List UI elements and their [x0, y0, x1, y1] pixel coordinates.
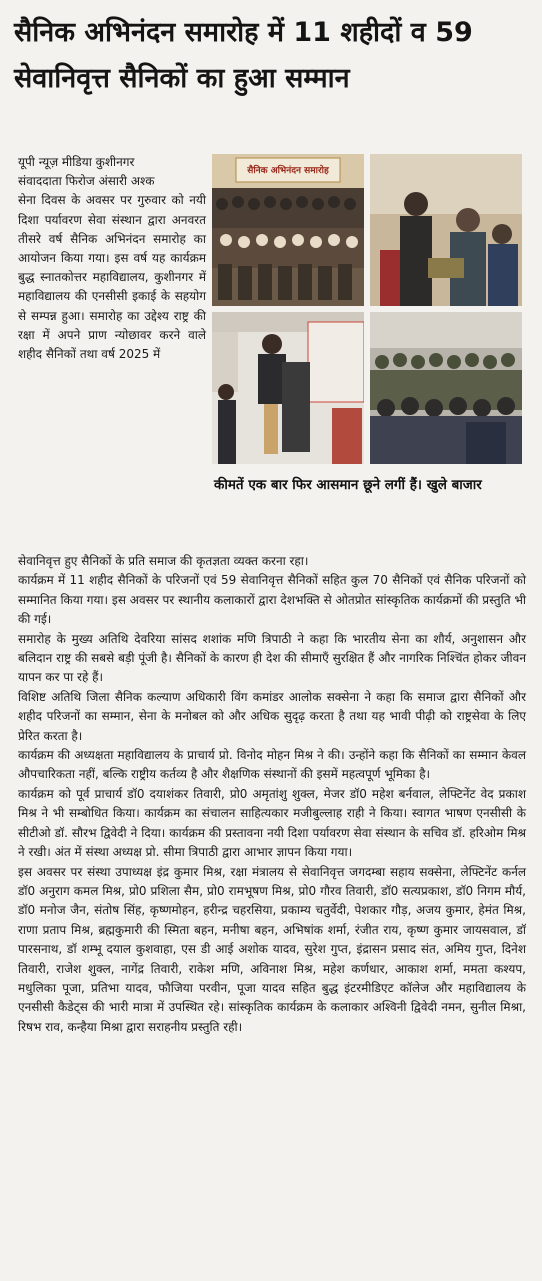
- speaker-photo-image: [212, 312, 364, 464]
- body-paragraph-2: कार्यक्रम में 11 शहीद सैनिकों के परिजनों एवं 59 सेवानिवृत्त सैनिकों सहित कुल 70 सैनिकों एवं सैनिक परिजनों को सम्मानित किया गया। इस अवसर पर स्थानीय कलाकारों द्वारा देशभक्ति से ओतप्रोत सांस्कृतिक कार्यक्रमों की प्रस्तुति भी की गई।: [18, 573, 526, 627]
- group-photo-image: [212, 154, 364, 306]
- intro-column: [18, 153, 206, 364]
- photo-caption: कीमतें एक बार फिर आसमान छूने लगीं हैं। खुले बाजार: [214, 477, 482, 493]
- group-photo: [212, 154, 364, 306]
- audience-photo: [370, 312, 522, 464]
- felicitation-photo-image: [370, 154, 522, 306]
- photo-collage: [212, 154, 522, 464]
- intro-paragraph: सेना दिवस के अवसर पर गुरुवार को नयी दिशा पर्यावरण सेवा संस्थान द्वारा अनवरत तीसरे वर्ष सैनिक अभिनंदन समारोह का आयोजन किया गया। इस वर्ष यह कार्यक्रम बुद्ध स्नातकोत्तर महाविद्यालय, कुशीनगर में महाविद्यालय की एनसीसी इकाई के सहयोग से सम्पन्न हुआ। समारोह का उद्देश्य राष्ट्र की रक्षा में अपने प्राण न्योछावर करने वाले शहीद सैनिकों तथा वर्ष 2025 में: [18, 193, 206, 362]
- byline-source: यूपी न्यूज़ मीडिया कुशीनगर: [18, 155, 135, 169]
- body-paragraph-5: कार्यक्रम की अध्यक्षता महाविद्यालय के प्राचार्य प्रो. विनोद मोहन मिश्र ने की। उन्होंने कहा कि सैनिकों का सम्मान केवल औपचारिकता नहीं, बल्कि राष्ट्रीय कर्तव्य है और शैक्षणिक संस्थानों की इसमें महत्वपूर्ण भूमिका है।: [18, 748, 526, 782]
- audience-photo-image: [370, 312, 522, 464]
- body-paragraph-7: इस अवसर पर संस्था उपाध्यक्ष इंद्र कुमार मिश्र, रक्षा मंत्रालय से सेवानिवृत्त जगदम्बा सहाय सक्सेना, लेफ्टिनेंट कर्नल डॉ0 अनुराग कमल मिश्र, प्रो0 प्रशिला सैम, प्रो0 रामभूषण मिश्र, प्रो0 गौरव तिवारी, डॉ0 सत्यप्रकाश, डॉ0 निगम मौर्य, डॉ0 मनोज जैन, संतोष सिंह, कृष्णमोहन, हरीन्द्र चहरसिया, प्रकाम्य चतुर्वेदी, पेशकार गौड़, अजय कुमार, हेमंत मिश्र, राणा प्रताप मिश्र, ब्रह्मकुमारी की स्मिता बहन, मनीषा बहन, अभिषांक शर्मा, रंजीत राय, कृष्ण कुमार जायसवाल, डॉ पारसनाथ, डॉ शम्भू दयाल कुशवाहा, एस डी आई अशोक यादव, सुरेश गुप्त, इंद्रासन प्रसाद संत, अमिय गुप्त, दिनेश तिवारी, राजेश शुक्ल, नागेंद्र तिवारी, राकेश मणि, अविनाश मिश्र, महेश कर्णधार, आकाश शर्मा, ममता कश्यप, मधुलिका पूजा, प्रतिभा यादव, फौजिया परवीन, पूजा यादव सहित बुद्ध इंटरमीडिएट कॉलेज और महाविद्यालय के एनसीसी कैडेट्स की भारी मात्रा में उपस्थित रहे। सांस्कृतिक कार्यक्रम के कलाकार अश्विनी द्विवेदी नमन, सुनील मिश्रा, रिषभ राव, कन्हैया मिश्रा द्वारा सराहनीय प्रस्तुति रही।: [18, 864, 526, 1034]
- speaker-photo: [212, 312, 364, 464]
- body-paragraph-4: विशिष्ट अतिथि जिला सैनिक कल्याण अधिकारी विंग कमांडर आलोक सक्सेना ने कहा कि समाज द्वारा सैनिकों और शहीद परिजनों का सम्मान, सेना के मनोबल को और अधिक सुदृढ़ करता है तथा यह भावी पीढ़ी को राष्ट्रसेवा के लिए प्रेरित करता है।: [18, 689, 526, 743]
- body-paragraph-6: कार्यक्रम को पूर्व प्राचार्य डॉ0 दयाशंकर तिवारी, प्रो0 अमृतांशु शुक्ल, मेजर डॉ0 महेश बर्नवाल, लेफ्टिनेंट वेद प्रकाश मिश्र ने भी सम्बोधित किया। कार्यक्रम का संचालन साहित्यकार मजीबुल्लाह राही ने किया। स्वागत भाषण एनसीसी के सीटीओ डॉ. सौरभ द्विवेदी ने दिया। कार्यक्रम की प्रस्तावना नयी दिशा पर्यावरण सेवा संस्थान के सचिव डॉ. हरिओम मिश्र ने रखी। अंत में संस्था अध्यक्ष प्रो. सीमा त्रिपाठी द्वारा आभार ज्ञापन किया गया।: [18, 786, 526, 860]
- body-paragraph-1: सेवानिवृत्त हुए सैनिकों के प्रति समाज की कृतज्ञता व्यक्त करना रहा।: [18, 554, 309, 568]
- felicitation-photo: [370, 154, 522, 306]
- photo-banner-text: सैनिक अभिनंदन समारोह: [247, 166, 329, 176]
- body-paragraph-3: समारोह के मुख्य अतिथि देवरिया सांसद शशांक मणि त्रिपाठी ने कहा कि भारतीय सेना का शौर्य, अनुशासन और बलिदान राष्ट्र की सबसे बड़ी पूंजी है। सैनिकों के कारण ही देश की सीमाएँ सुरक्षित हैं और नागरिक निश्चिंत होकर जीवन यापन कर पा रहे हैं।: [18, 631, 526, 685]
- article-body: [18, 552, 526, 1037]
- article-headline: सैनिक अभिनंदन समारोह में 11 शहीदों व 59 सेवानिवृत्त सैनिकों का हुआ सम्मान: [14, 17, 473, 94]
- byline-reporter: संवाददाता फिरोज अंसारी अश्क: [18, 174, 155, 189]
